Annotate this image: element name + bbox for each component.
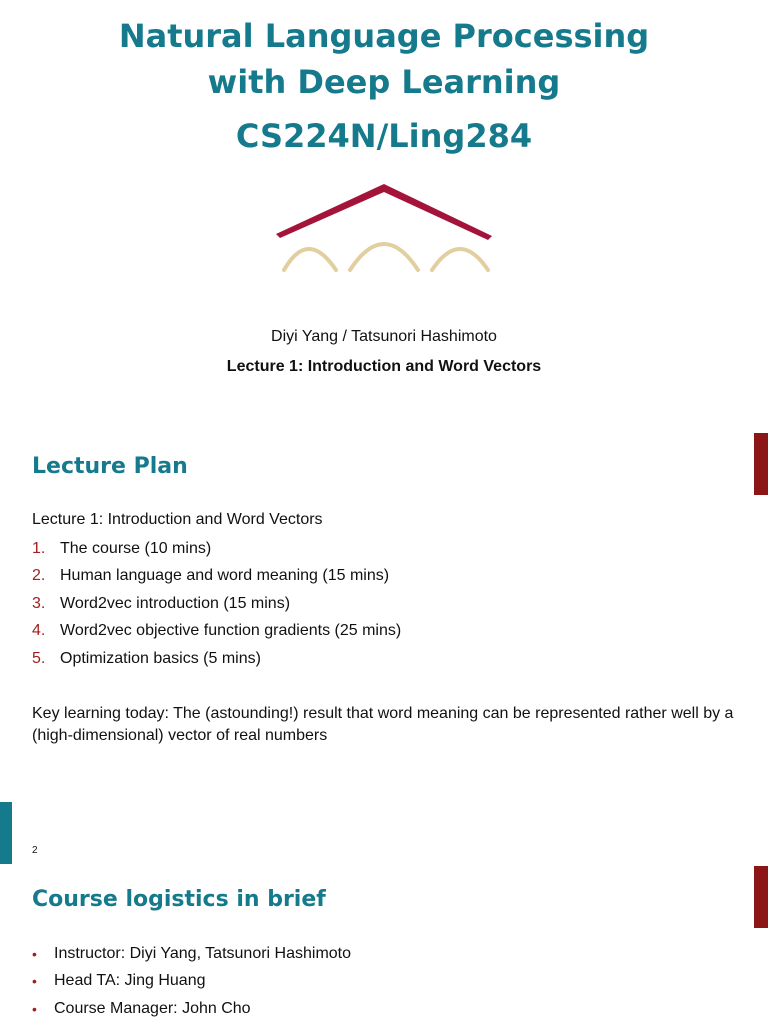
list-item [32,995,351,1023]
lecture-title: Lecture 1: Introduction and Word Vectors [226,358,542,375]
list-number: 3. [32,594,46,612]
list-text: Word2vec introduction (15 mins) [60,594,291,612]
list-text: Optimization basics (5 mins) [60,649,261,667]
logistics-heading: Course logistics in brief [32,887,326,912]
list-text: Word2vec objective function gradients (25 mins) [60,622,402,640]
list-number: 4. [32,622,46,640]
course-code: CS224N/Ling284 [235,117,533,155]
stanford-arches-logo-icon [256,170,512,290]
title-slide [0,0,768,400]
slide-accent-bar [754,866,768,928]
list-item [32,618,401,646]
authors: Diyi Yang / Tatsunori Hashimoto [271,328,497,345]
list-text: Human language and word meaning (15 mins) [60,567,390,585]
list-text: The course (10 mins) [60,539,212,557]
list-item [32,940,351,968]
list-number: 5. [32,649,46,667]
bullet-dot-icon: • [32,1000,37,1017]
slide-accent-bar [754,433,768,495]
course-title-line-2: with Deep Learning [207,63,561,101]
list-item [32,563,401,591]
list-item [32,590,401,618]
bullet-dot-icon: • [32,945,37,962]
page-number: 2 [32,845,38,856]
logistics-list [32,940,351,1023]
key-learning: Key learning today: The (astounding!) result that word meaning can be represented rather well by a (high-dimensional) vector of real numbers [32,705,734,744]
list-item [32,645,401,673]
lecture-plan-heading: Lecture Plan [32,454,188,479]
bullet-dot-icon: • [32,973,37,990]
list-number: 1. [32,539,46,557]
list-item [32,535,401,563]
list-text: Instructor: Diyi Yang, Tatsunori Hashimoto [54,944,352,962]
course-title-line-1: Natural Language Processing [118,17,650,55]
lecture-plan-intro: Lecture 1: Introduction and Word Vectors [32,511,323,528]
list-text: Head TA: Jing Huang [54,972,206,990]
list-text: Course Manager: John Cho [54,999,251,1017]
lecture-plan-list [32,535,401,673]
slide-teal-bar [0,802,12,864]
list-item [32,968,351,996]
list-number: 2. [32,567,46,585]
